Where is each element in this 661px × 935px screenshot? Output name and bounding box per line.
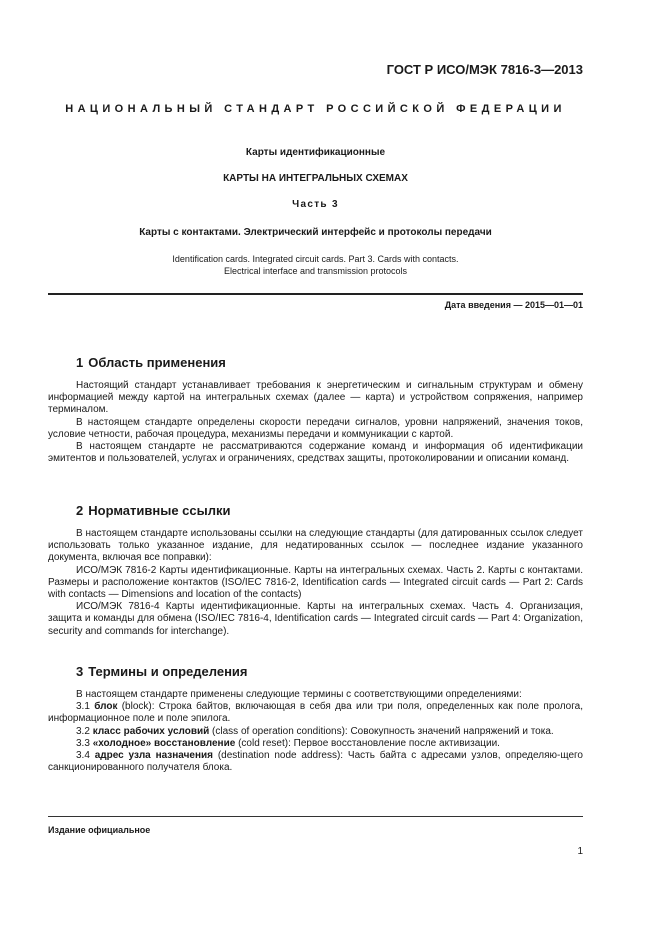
paragraph: ИСО/МЭК 7816-2 Карты идентификационные. Карты на интегральных схемах. Часть 2. Карты с контактами. Размеры и расположение контактов (ISO/IEC 7816-2, Identification cards — Integrated circuit cards — Part 2: Cards with contacts — Dimensions and location of the contacts) bbox=[48, 564, 583, 601]
term-name: блок bbox=[94, 701, 118, 713]
term-number: 3.1 bbox=[76, 701, 90, 713]
term-name: адрес узла назначения bbox=[94, 750, 213, 762]
term-number: 3.3 bbox=[76, 737, 90, 749]
footer-divider bbox=[48, 816, 583, 817]
term-name: класс рабочих условий bbox=[92, 725, 210, 737]
paragraph: Настоящий стандарт устанавливает требования к энергетическим и сигнальным структурам и обмену информацией между картой на интегральных схемах (далее — карта) и устройством сопряжения, например терминалом. bbox=[48, 380, 583, 416]
title-divider bbox=[48, 293, 583, 295]
section-title: Термины и определения bbox=[88, 664, 248, 679]
term-definition: (class of operation conditions): Совокупность значений напряжений и тока. bbox=[209, 725, 554, 737]
term-entry bbox=[48, 738, 583, 750]
term-definition: (block): Строка байтов, включающая в себя два или три поля, определенных как поле пролога, информационное поле и поле эпилога. bbox=[48, 701, 583, 725]
section-number: 2 bbox=[76, 503, 84, 518]
title-subtitle: Карты с контактами. Электрический интерфейс и протоколы передачи bbox=[139, 227, 492, 238]
title-line-2: КАРТЫ НА ИНТЕГРАЛЬНЫХ СХЕМАХ bbox=[223, 173, 408, 184]
section-number: 3 bbox=[76, 664, 84, 679]
paragraph: ИСО/МЭК 7816-4 Карты идентификационные. Карты на интегральных схемах. Часть 4. Организация, защита и команды для обмена (ISO/IEC 7816-4, Identification cards — Integrated circuit cards — Part 4: Organization, security and commands for interchange). bbox=[48, 601, 583, 637]
term-name: «холодное» восстановление bbox=[92, 737, 236, 749]
paragraph: В настоящем стандарте определены скорости передачи сигналов, уровни напряжений, значения токов, условие четности, рабочая процедура, механизмы передачи и коммуникации с картой. bbox=[48, 416, 583, 440]
edition-label: Издание официальное bbox=[48, 825, 151, 835]
introduction-date: Дата введения — 2015—01—01 bbox=[444, 300, 583, 310]
title-part: Часть 3 bbox=[292, 199, 339, 210]
term-entry bbox=[48, 726, 583, 738]
section-normative-references bbox=[48, 503, 583, 638]
title-line-1: Карты идентификационные bbox=[245, 147, 386, 158]
term-entry bbox=[48, 701, 583, 725]
english-title-line-2: Electrical interface and transmission protocols bbox=[223, 266, 408, 276]
section-heading bbox=[48, 355, 583, 371]
paragraph: В настоящем стандарте не рассматриваются содержание команд и информация об идентификации эмитентов и пользователей, услугах и ограничениях, средствах защиты, протоколировании и описании команд. bbox=[48, 441, 583, 465]
document-code: ГОСТ Р ИСО/МЭК 7816-3—2013 bbox=[386, 62, 583, 77]
section-title: Область применения bbox=[88, 355, 226, 370]
section-number: 1 bbox=[76, 355, 84, 370]
section-terms-definitions bbox=[48, 664, 583, 774]
section-heading bbox=[48, 503, 583, 519]
term-number: 3.4 bbox=[76, 750, 90, 762]
paragraph: В настоящем стандарте использованы ссылки на следующие стандарты (для датированных ссылок следует использовать только указанное издание, для недатированных ссылок — последнее издание указанного документа, включая все поправки): bbox=[48, 528, 583, 564]
term-definition: (destination node address): Часть байта с адресами узлов, определяю-щего санкционированного получателя блока. bbox=[48, 750, 583, 774]
term-number: 3.2 bbox=[76, 725, 90, 737]
section-heading bbox=[48, 664, 583, 680]
term-definition: (cold reset): Первое восстановление после активизации. bbox=[235, 737, 500, 749]
national-standard-heading: НАЦИОНАЛЬНЫЙ СТАНДАРТ РОССИЙСКОЙ ФЕДЕРАЦИИ bbox=[65, 103, 566, 115]
section-title: Нормативные ссылки bbox=[88, 503, 231, 518]
section-scope bbox=[48, 355, 583, 465]
english-title-line-1: Identification cards. Integrated circuit cards. Part 3. Cards with contacts. bbox=[172, 254, 459, 264]
term-entry bbox=[48, 750, 583, 774]
paragraph: В настоящем стандарте применены следующие термины с соответствующими определениями: bbox=[76, 689, 522, 700]
page-number: 1 bbox=[577, 846, 583, 857]
english-title bbox=[48, 253, 583, 277]
